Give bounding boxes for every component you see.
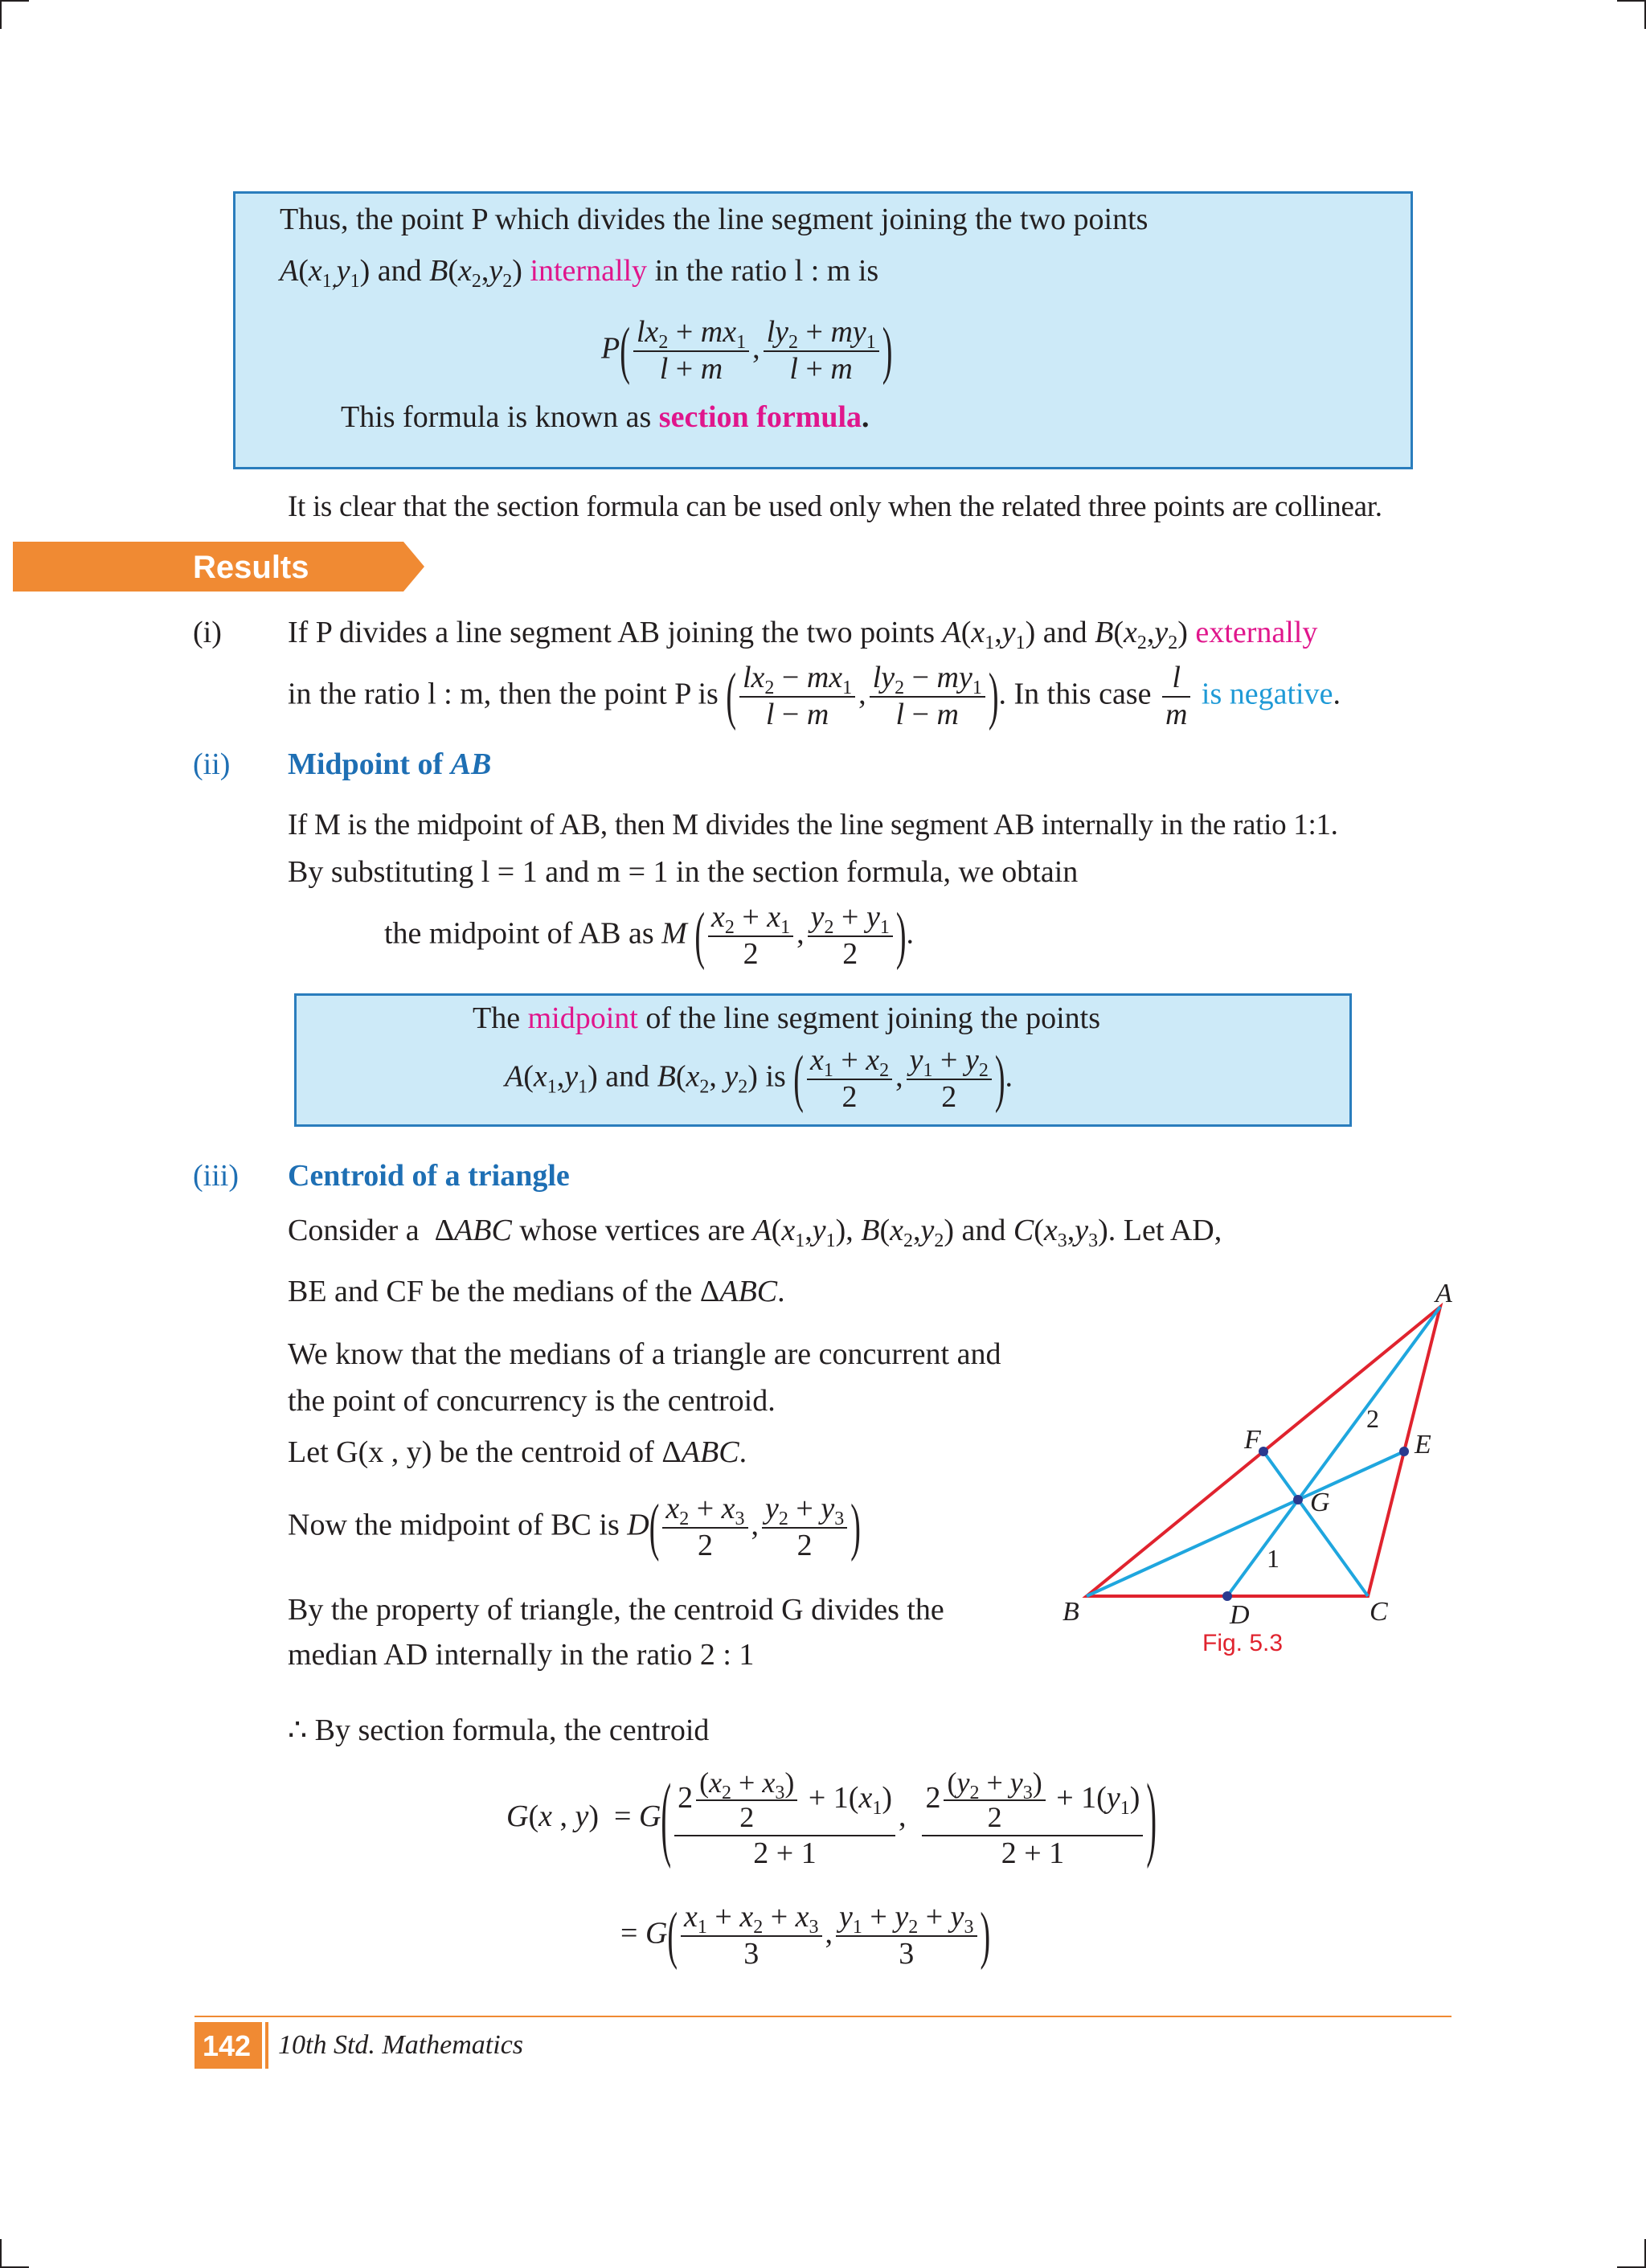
label-ratio-1: 1 (1267, 1544, 1280, 1573)
section-formula-expression: P( $\frac{lx_2 + mx_1}{l + m}$ , $\frac{ly_2 + my_1}{l + m}$ ) (601, 315, 893, 387)
label-c: C (1370, 1597, 1388, 1627)
item1-marker: (i) (193, 616, 222, 649)
item2-line2: By substituting l = 1 and m = 1 in the section formula, we obtain (288, 855, 1079, 889)
footer-book-title: 10th Std. Mathematics (278, 2030, 524, 2060)
median-be (1087, 1451, 1404, 1596)
triangle-figure (1045, 1270, 1479, 1672)
box2-line2: $A(x_1,y_1)$ and $B(x_2$, $y_2$) is ( $\frac{x_1 + x_2}{2}$ , $\frac{y_1 + y_2}{2}$ ). (505, 1043, 1013, 1115)
point-g (1293, 1495, 1303, 1504)
label-d: D (1230, 1600, 1250, 1630)
item3-know2: the point of concurrency is the centroid. (288, 1384, 776, 1418)
footer-divider (265, 2022, 268, 2069)
label-b: B (1063, 1597, 1079, 1627)
section-formula-term: section formula (658, 400, 862, 434)
crop-mark (0, 0, 2, 29)
midpoint-highlight: midpoint (527, 1001, 638, 1035)
item2-heading: Midpoint of AB (288, 747, 492, 781)
label-ratio-2: 2 (1366, 1404, 1379, 1433)
item3-property2: median AD internally in the ratio 2 : 1 (288, 1638, 755, 1672)
box1-line1: Thus, the point P which divides the line segment joining the two points (280, 203, 1149, 236)
item3-let-g: Let G(x , y) be the centroid of ΔABC. (288, 1435, 747, 1469)
is-negative-highlight: is negative (1201, 677, 1333, 711)
label-g: G (1310, 1488, 1330, 1517)
label-f: F (1244, 1425, 1261, 1455)
crop-mark (0, 2239, 2, 2268)
item3-midpoint-bc: Now the midpoint of BC is D( $\frac{x_2 + x_3}{2}$ , $\frac{y_2 + y_3}{2}$ ) (288, 1492, 861, 1563)
crop-mark (0, 0, 29, 2)
label-e: E (1415, 1430, 1431, 1459)
item3-property1: By the property of triangle, the centroid G divides the (288, 1593, 944, 1627)
box2-line1: The midpoint of the line segment joining the points (473, 1001, 1101, 1035)
box1-line2: $A(x_{1,}y_1)$ and $B(x_2,y_2)$ internally in the ratio l : m is (280, 254, 879, 292)
item3-know1: We know that the medians of a triangle are concurrent and (288, 1337, 1001, 1371)
item3-therefore: ∴ By section formula, the centroid (288, 1713, 710, 1747)
box1-known-as: This formula is known as section formula. (341, 400, 870, 434)
item2-marker: (ii) (193, 747, 231, 781)
collinear-note: It is clear that the section formula can be used only when the related three points are collinear. (288, 490, 1382, 523)
internally-highlight: internally (530, 254, 648, 288)
item3-consider: Consider a ΔABC whose vertices are $A(x_1,y_1)$, $B(x_2,y_2)$ and $C(x_3,y_3)$. Let AD, (288, 1214, 1222, 1251)
item3-marker: (iii) (193, 1159, 239, 1193)
item2-midpoint-expression: the midpoint of AB as M ( $\frac{x_2 + x_1}{2}$ , $\frac{y_2 + y_1}{2}$ ). (384, 900, 914, 972)
centroid-derivation-step2: = G( $\frac{x_1 + x_2 + x_3}{3}$ , $\frac{y_1 + y_2 + y_3}{3}$ ) (620, 1900, 991, 1971)
item1-line2: in the ratio l : m, then the point P is ( $\frac{lx_2 - mx_1}{l - m}$ , $\frac{ly_2 - my_1}{l - m}$ ). In this case $\frac{l}{m}$ is negative. (288, 661, 1341, 732)
item3-heading: Centroid of a triangle (288, 1159, 570, 1193)
externally-highlight: externally (1195, 616, 1318, 649)
point-e (1399, 1447, 1409, 1456)
item3-medians: BE and CF be the medians of the ΔABC. (288, 1275, 785, 1308)
centroid-derivation-step1: G(x , y) = G( 2 $\frac{(x_2 + x_3)}{2}$ + $1(x_1)$ 2 + 1 , 2 $\frac{(y_2 + y_3)}{2}$ + $1(y_1)$ 2 + 1 ) (506, 1767, 1157, 1872)
item1-line1: If P divides a line segment AB joining the two points $A(x_1,y_1)$ and $B(x_2,y_2)$ externally (288, 616, 1318, 653)
crop-mark (1617, 0, 1646, 2)
footer-page-number: 142 (203, 2029, 252, 2062)
label-a: A (1435, 1279, 1452, 1308)
footer-rule (194, 2016, 1452, 2017)
figure-caption: Fig. 5.3 (1202, 1630, 1284, 1656)
results-tab-label: Results (193, 550, 309, 585)
item2-line1: If M is the midpoint of AB, then M divides the line segment AB internally in the ratio 1:1. (288, 809, 1338, 841)
